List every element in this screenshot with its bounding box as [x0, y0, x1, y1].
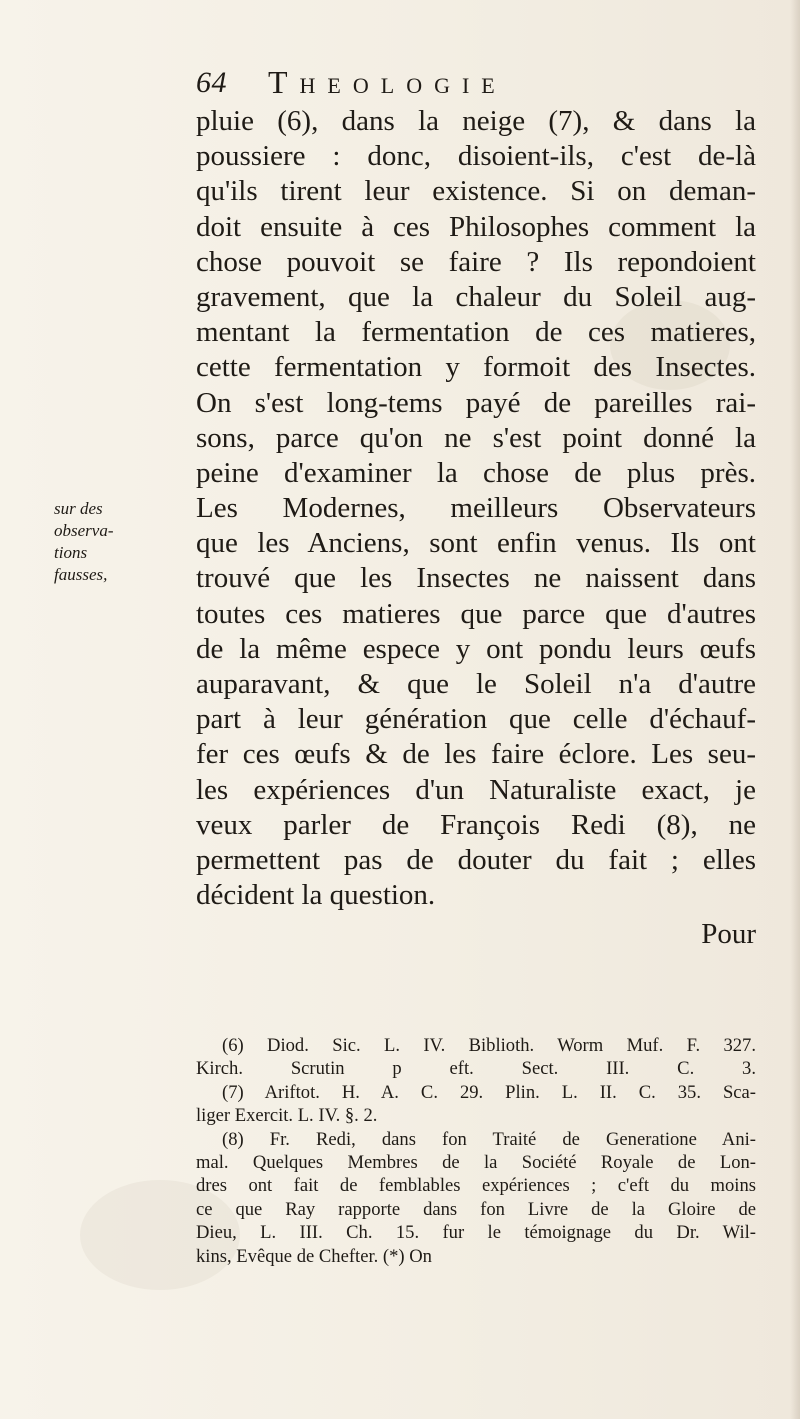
text-line: mentant la fermentation de ces matieres, [196, 316, 756, 349]
footnote-line: Kirch. Scrutin p eft. Sect. III. C. 3. [196, 1058, 756, 1080]
text-line: toutes ces matieres que parce que d'autres [196, 597, 756, 630]
margin-note-line: fausses, [54, 565, 108, 584]
running-title: Theologie [268, 64, 507, 100]
text-line: cette fermentation y formoit des Insectes. [196, 351, 756, 384]
text-line: qu'ils tirent leur existence. Si on deman- [196, 175, 756, 208]
text-line: de la même espece y ont pondu leurs œufs [196, 632, 756, 665]
text-line: Les Modernes, meilleurs Observateurs [196, 492, 756, 525]
text-line: poussiere : donc, disoient-ils, c'est de-là [196, 140, 756, 173]
footnotes-block [196, 1034, 756, 1268]
text-line: auparavant, & que le Soleil n'a d'autre [196, 668, 756, 700]
footnote-line: (7) Ariftot. H. A. C. 29. Plin. L. II. C. 35. Sca- [222, 1081, 756, 1103]
text-line: pluie (6), dans la neige (7), & dans la [196, 105, 756, 137]
footnote-line: dres ont fait de femblables expériences ; c'eft du moins [196, 1175, 756, 1197]
text-line: les expériences d'un Naturaliste exact, je [196, 773, 756, 806]
margin-note-line: tions [54, 543, 88, 562]
footnote-line: Dieu, L. III. Ch. 15. fur le témoignage du Dr. Wil- [196, 1222, 756, 1244]
text-line: doit ensuite à ces Philosophes comment la [196, 210, 756, 243]
footnote-line: (8) Fr. Redi, dans fon Traité de Generatione Ani- [222, 1128, 756, 1150]
text-line: décident la question. [196, 879, 436, 912]
text-line: On s'est long-tems payé de pareilles rai- [196, 386, 756, 419]
page-number: 64 [196, 66, 227, 99]
text-line: que les Anciens, sont enfin venus. Ils ont [196, 527, 756, 560]
text-line: fer ces œufs & de les faire éclore. Les seu- [196, 738, 756, 771]
footnote-line: mal. Quelques Membres de la Société Royale de Lon- [196, 1151, 756, 1173]
page-header [196, 66, 756, 102]
text-line: permettent pas de douter du fait ; elles [196, 843, 756, 876]
footnote-line: kins, Evêque de Chefter. (*) On [196, 1245, 432, 1267]
text-line: veux parler de François Redi (8), ne [196, 808, 756, 841]
margin-note-line: sur des [54, 499, 103, 518]
main-text-block [196, 104, 756, 953]
catchword: Pour [701, 918, 756, 951]
footnote-line: liger Exercit. L. IV. §. 2. [196, 1105, 378, 1127]
footnote-line: (6) Diod. Sic. L. IV. Biblioth. Worm Muf. F. 327. [222, 1035, 756, 1056]
text-line: part à leur génération que celle d'échauf- [196, 703, 756, 736]
page-edge-shadow [790, 0, 800, 1419]
margin-note [54, 498, 152, 586]
text-line: sons, parce qu'on ne s'est point donné la [196, 421, 756, 454]
text-line: chose pouvoit se faire ? Ils repondoient [196, 245, 756, 278]
footnote-line: ce que Ray rapporte dans fon Livre de la Gloire de [196, 1198, 756, 1220]
margin-note-line: observa- [54, 521, 114, 540]
text-line: peine d'examiner la chose de plus près. [196, 456, 756, 489]
text-line: trouvé que les Insectes ne naissent dans [196, 562, 756, 595]
text-line: gravement, que la chaleur du Soleil aug- [196, 280, 756, 313]
